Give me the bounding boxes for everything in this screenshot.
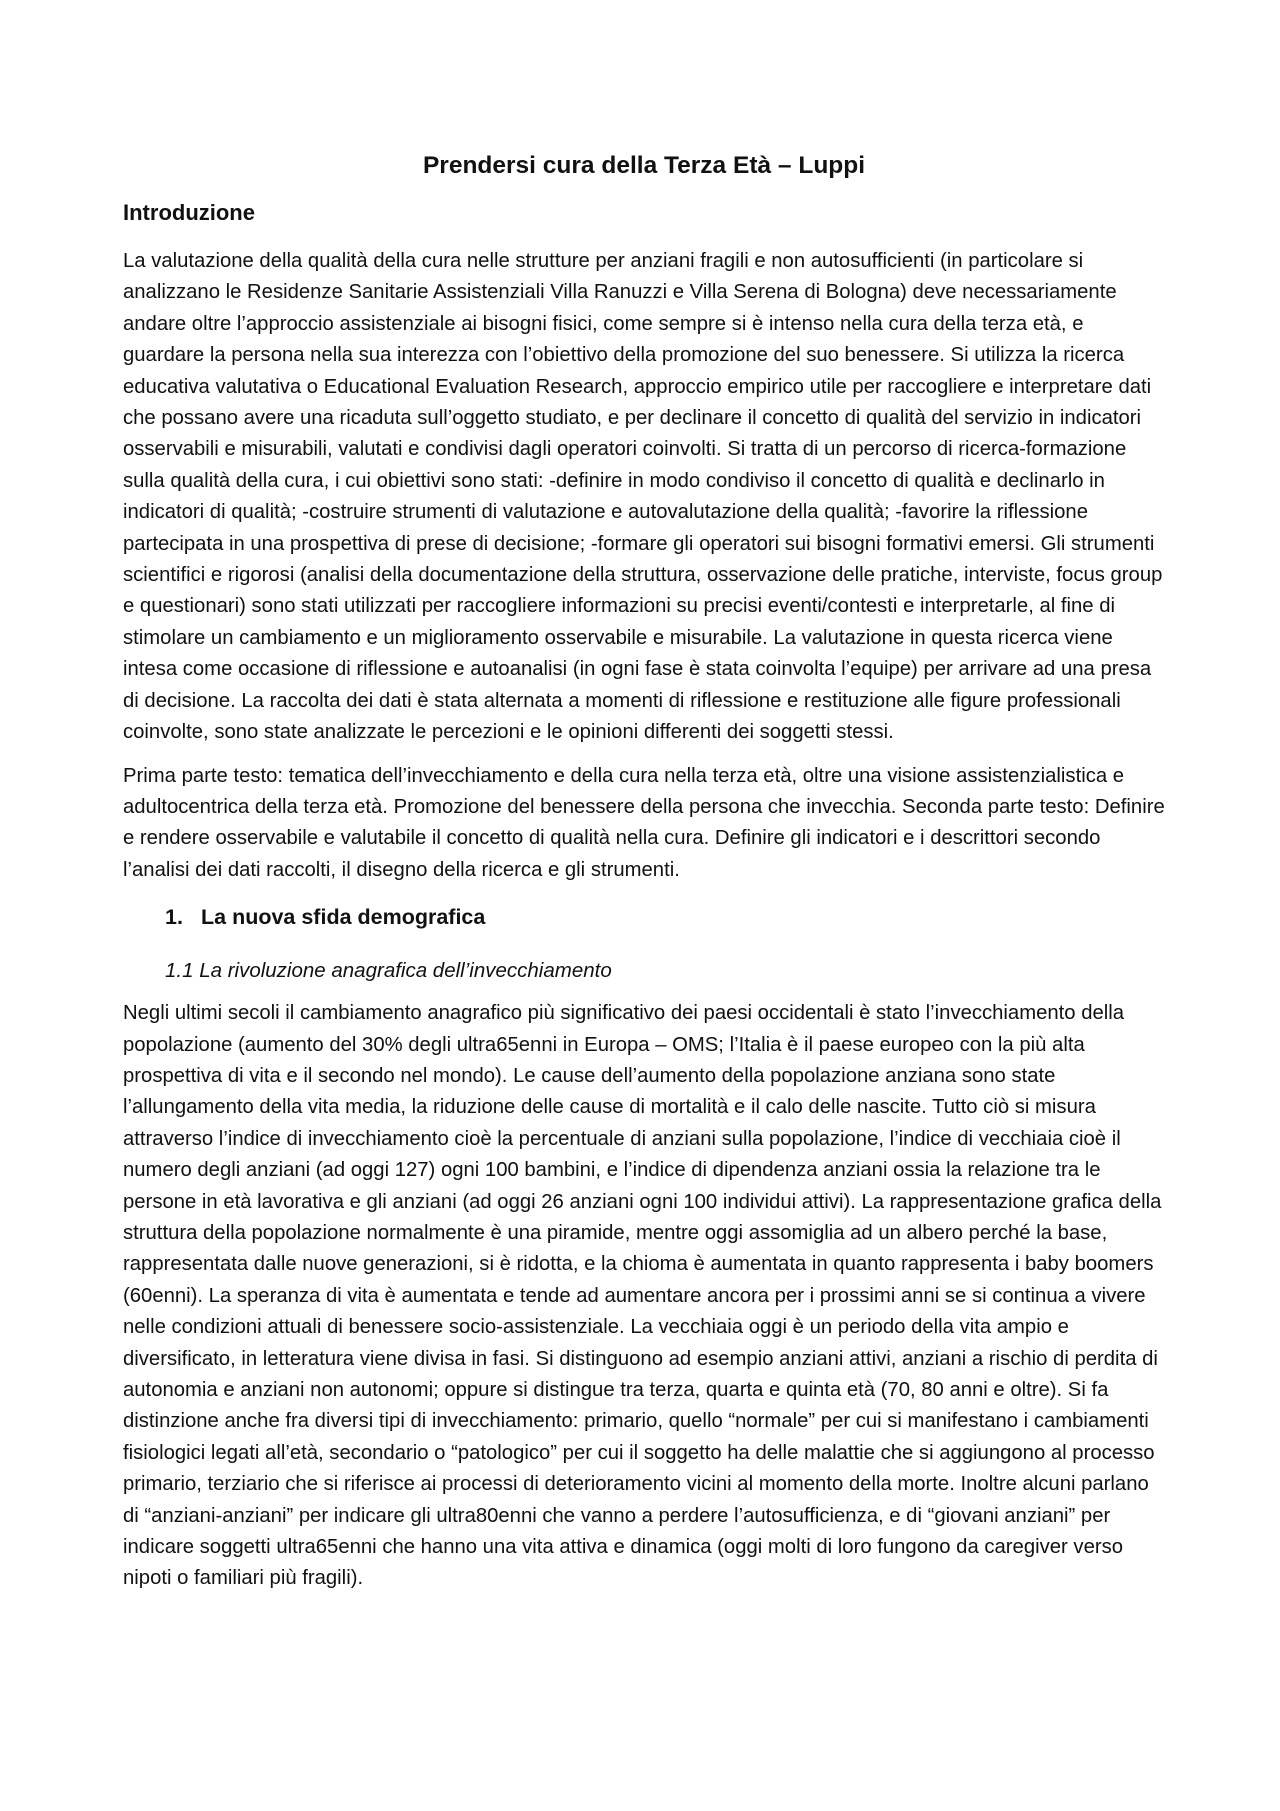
chapter-number: 1. bbox=[165, 905, 183, 930]
subsection-title: 1.1 La rivoluzione anagrafica dell’invecchiamento bbox=[165, 959, 612, 983]
document-page bbox=[123, 150, 1165, 1607]
chapter-heading bbox=[165, 902, 1165, 932]
intro-paragraph-1: La valutazione della qualità della cura nelle strutture per anziani fragili e non autosufficienti (in particolare si analizzano le Residenze Sanitarie Assistenziali Villa Ranuzzi e Villa Serena di Bologna) deve necessariamente andare oltre l’approccio assistenziale ai bisogni fisici, come sempre si è intenso nella cura della terza età, e guardare la persona nella sua interezza con l’obiettivo della promozione del suo benessere. Si utilizza la ricerca educativa valutativa o Educational Evaluation Research, approccio empirico utile per raccogliere e interpretare dati che possano avere una ricaduta sull’oggetto studiato, e per declinare il concetto di qualità del servizio in indicatori osservabili e misurabili, valutati e condivisi dagli operatori coinvolti. Si tratta di un percorso di ricerca-formazione sulla qualità della cura, i cui obiettivi sono stati: -definire in modo condiviso il concetto di qualità e declinarlo in indicatori di qualità; -costruire strumenti di valutazione e autovalutazione della qualità; -favorire la riflessione partecipata in una prospettiva di prese di decisione; -formare gli operatori sui bisogni formativi emersi. Gli strumenti scientifici e rigorosi (analisi della documentazione della struttura, osservazione delle pratiche, interviste, focus group e questionari) sono stati utilizzati per raccogliere informazioni su precisi eventi/contesti e interpretarle, al fine di stimolare un cambiamento e un miglioramento osservabile e misurabile. La valutazione in questa ricerca viene intesa come occasione di riflessione e autoanalisi (in ogni fase è stata coinvolta l’equipe) per arrivare ad una presa di decisione. La raccolta dei dati è stata alternata a momenti di riflessione e restituzione alle figure professionali coinvolte, sono state analizzate le percezioni e le opinioni differenti dei soggetti stessi. bbox=[123, 250, 1163, 744]
chapter-title: La nuova sfida demografica bbox=[201, 905, 486, 930]
document-title: Prendersi cura della Terza Età – Luppi bbox=[422, 152, 866, 179]
intro-paragraph-2: Prima parte testo: tematica dell’invecchiamento e della cura nella terza età, oltre una visione assistenzialistica e adultocentrica della terza età. Promozione del benessere della persona che invecchia. Seconda parte testo: Definire e rendere osservabile e valutabile il concetto di qualità nella cura. Definire gli indicatori e i descrittori secondo l’analisi dei dati raccolti, il disegno della ricerca e gli strumenti. bbox=[123, 764, 1165, 881]
intro-heading: Introduzione bbox=[123, 200, 255, 225]
subsection-paragraph: Negli ultimi secoli il cambiamento anagrafico più significativo dei paesi occidentali è stato l’invecchiamento della popolazione (aumento del 30% degli ultra65enni in Europa – OMS; l’Italia è il paese europeo con la più alta prospettiva di vita e il secondo nel mondo). Le cause dell’aumento della popolazione anziana sono state l’allungamento della vita media, la riduzione delle cause di mortalità e il calo delle nascite. Tutto ciò si misura attraverso l’indice di invecchiamento cioè la percentuale di anziani sulla popolazione, l’indice di vecchiaia cioè il numero degli anziani (ad oggi 127) ogni 100 bambini, e l’indice di dipendenza anziani ossia la relazione tra le persone in età lavorativa e gli anziani (ad oggi 26 anziani ogni 100 individui attivi). La rappresentazione grafica della struttura della popolazione normalmente è una piramide, mentre oggi assomiglia ad un albero perché la base, rappresentata dalle nuove generazioni, si è ridotta, e la chioma è aumentata in quanto rappresenta i baby boomers (60enni). La speranza di vita è aumentata e tende ad aumentare ancora per i prossimi anni se si continua a vivere nelle condizioni attuali di benessere socio-assistenziale. La vecchiaia oggi è un periodo della vita ampio e diversificato, in letteratura viene divisa in fasi. Si distinguono ad esempio anziani attivi, anziani a rischio di perdita di autonomia e anziani non autonomi; oppure si distingue tra terza, quarta e quinta età (70, 80 anni e oltre). Si fa distinzione anche fra diversi tipi di invecchiamento: primario, quello “normale” per cui si manifestano i cambiamenti fisiologici legati all’età, secondario o “patologico” per cui il soggetto ha delle malattie che si aggiungono al processo primario, terziario che si riferisce ai processi di deterioramento vicini al momento della morte. Inoltre alcuni parlano di “anziani-anziani” per indicare gli ultra80enni che vanno a perdere l’autosufficienza, e di “giovani anziani” per indicare soggetti ultra65enni che hanno una vita attiva e dinamica (oggi molti di loro fungono da caregiver verso nipoti o familiari più fragili). bbox=[123, 1002, 1162, 1590]
